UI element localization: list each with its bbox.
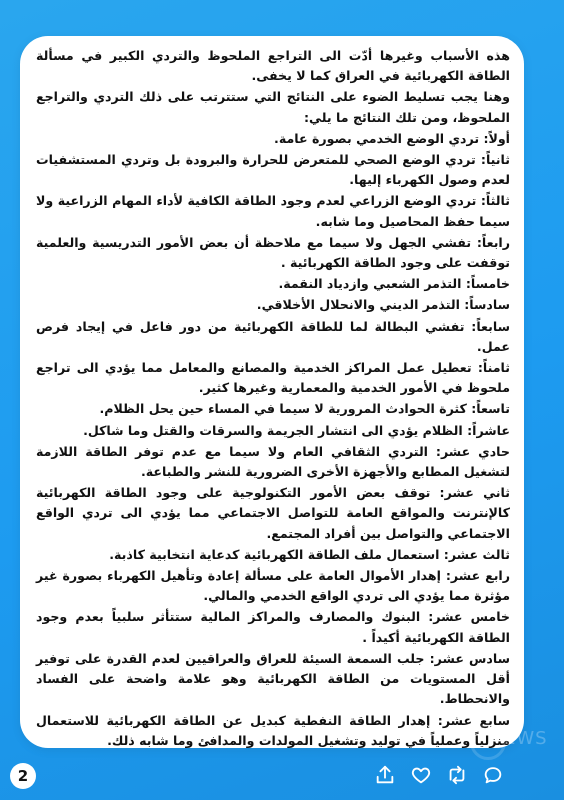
- item-9: تاسعاً: كثرة الحوادث المرورية لا سيما في المساء حين يحل الظلام.: [99, 401, 510, 417]
- item-4: رابعاً: تفشي الجهل ولا سيما مع ملاحظة أن بعض الأمور التدريسية والعلمية توقفت على وجود الطاقة الكهربائية .: [36, 234, 510, 271]
- watermark: [470, 718, 550, 762]
- share-icon[interactable]: [374, 764, 396, 786]
- item-1: أولاً: تردي الوضع الخدمي بصورة عامة.: [274, 130, 510, 146]
- item-7: سابعاً: تفشي البطالة لما للطاقة الكهربائية من دور فاعل في إيجاد فرص عمل.: [36, 318, 510, 354]
- item-16: سادس عشر: جلب السمعة السيئة للعراق والعراقيين لعدم القدرة على توفير أقل المستويات من الطاقة الكهربائية وهو علامة واضحة على الفساد والانحطاط.: [36, 650, 510, 707]
- item-14: رابع عشر: إهدار الأموال العامة على مسألة إعادة وتأهيل الكهرباء بصورة غير مؤثرة مما يؤدي الى تردي الواقع الخدمي والمالي.: [36, 568, 510, 604]
- page-number-badge: 2: [10, 763, 36, 789]
- item-13: ثالث عشر: استعمال ملف الطاقة الكهربائية كدعاية انتخابية كاذبة.: [109, 546, 510, 562]
- item-2: ثانياً: تردي الوضع الصحي للمتعرض للحرارة والبرودة بل وتردي المستشفيات لعدم وصول الكهرباء إليها.: [36, 152, 510, 188]
- tweet-action-bar: [374, 764, 504, 786]
- retweet-icon[interactable]: [446, 764, 468, 786]
- item-6: سادساً: التذمر الديني والانحلال الأخلاقي.: [256, 297, 510, 313]
- paragraph-intro: هذه الأسباب وغيرها أدّت الى التراجع الملحوظ والتردي الكبير في مسألة الطاقة الكهربائية في العراق كما لا يخفى.: [36, 48, 510, 84]
- item-3: ثالثاً: تردي الوضع الزراعي لعدم وجود الطاقة الكافية لأداء المهام الزراعية ولا سيما حفظ المحاصيل وما شابه.: [36, 193, 510, 229]
- item-8: ثامناً: تعطيل عمل المراكز الخدمية والمصانع والمعامل مما يؤدي الى تراجع ملحوظ في الأمور الخدمية والمعمارية وغيرها كثير.: [36, 360, 510, 396]
- document-text: [36, 46, 510, 748]
- item-17: سابع عشر: إهدار الطاقة النفطية كبديل عن الطاقة الكهربائية للاستعمال منزلياً وعملياً في توليد وتشغيل المولدات والمدافئ وما شابه ذلك.: [36, 712, 510, 748]
- watermark-logo-icon: [470, 724, 506, 760]
- item-12: ثاني عشر: توقف بعض الأمور التكنولوجية على وجود الطاقة الكهربائية كالإنترنت والمواقع العامة للتواصل الاجتماعي مما يؤدي الى تردي الواقع الاجتماعي والتواصل بين أفراد المجتمع.: [36, 485, 510, 541]
- paragraph-results-intro: وهنا يجب تسليط الضوء على النتائج التي ستترتب على ذلك التردي والتراجع الملحوظ، ومن تلك النتائج ما يلي:: [36, 89, 510, 125]
- item-5: خامساً: التذمر الشعبي وازدياد النقمة.: [278, 276, 510, 292]
- item-11: حادي عشر: التردي الثقافي العام ولا سيما مع عدم توفر الطاقة اللازمة لتشغيل المطابع والأجهزة الأخرى الضرورية للنشر والطباعة.: [36, 443, 510, 480]
- watermark-text: EWS: [504, 728, 548, 749]
- reply-icon[interactable]: [482, 764, 504, 786]
- item-10: عاشراً: الظلام يؤدي الى انتشار الجريمة والسرقات والقتل وما شاكل.: [83, 422, 510, 438]
- like-heart-icon[interactable]: [410, 764, 432, 786]
- item-15: خامس عشر: البنوك والمصارف والمراكز المالية ستتأثر سلبياً بعدم وجود الطاقة الكهربائية أكيداً .: [36, 609, 510, 645]
- document-card: [20, 36, 524, 748]
